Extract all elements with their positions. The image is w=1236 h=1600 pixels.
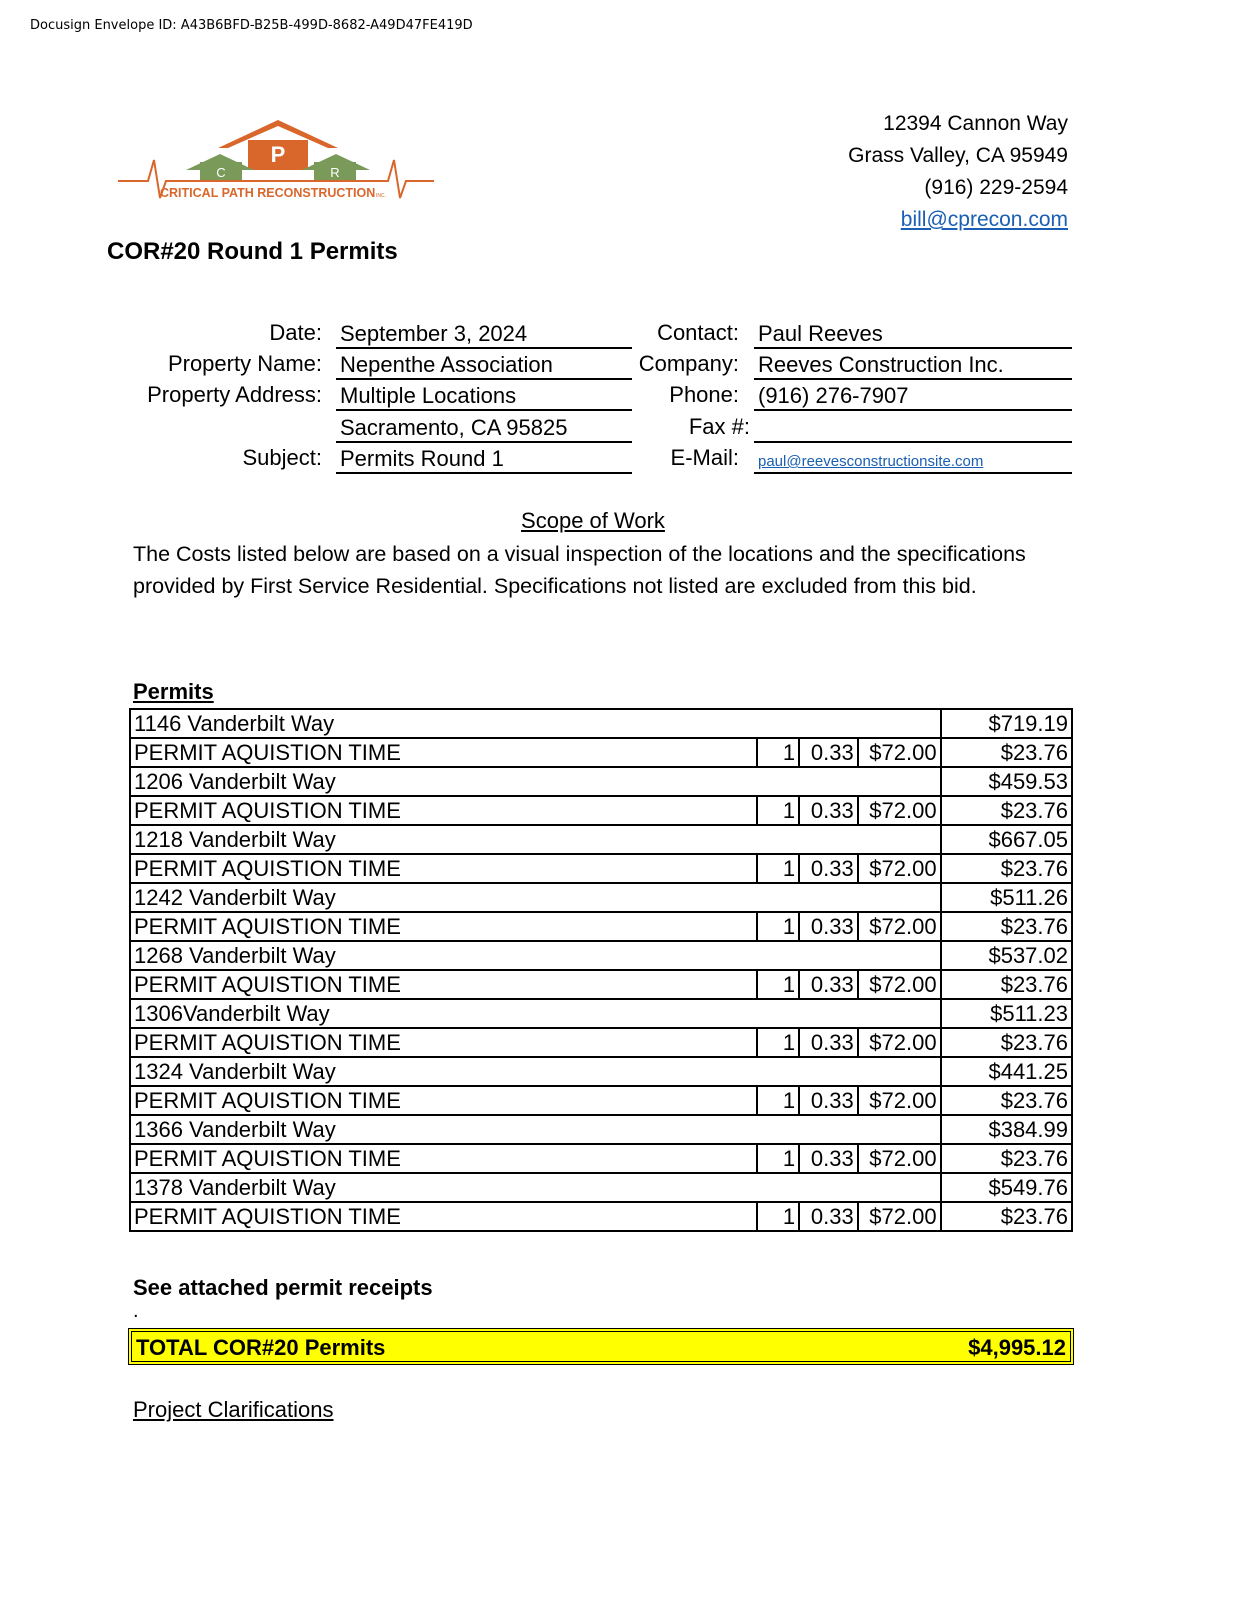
- subject-label: Subject:: [242, 445, 322, 470]
- item-rate: $72.00: [858, 912, 941, 941]
- item-hours: 0.33: [799, 796, 858, 825]
- location-amount: $667.05: [941, 825, 1072, 854]
- item-rate: $72.00: [858, 1144, 941, 1173]
- location-address: 1324 Vanderbilt Way: [130, 1057, 941, 1086]
- item-hours: 0.33: [799, 1028, 858, 1057]
- item-hours: 0.33: [799, 1202, 858, 1231]
- location-row: [130, 1173, 1072, 1202]
- location-row: [130, 941, 1072, 970]
- location-amount: $537.02: [941, 941, 1072, 970]
- item-description: PERMIT AQUISTION TIME: [130, 796, 757, 825]
- location-row: [130, 999, 1072, 1028]
- permit-item-row: [130, 854, 1072, 883]
- total-amount: $4,995.12: [968, 1335, 1066, 1360]
- item-quantity: 1: [757, 796, 799, 825]
- item-quantity: 1: [757, 738, 799, 767]
- location-amount: $459.53: [941, 767, 1072, 796]
- item-amount: $23.76: [941, 912, 1072, 941]
- scope-title: Scope of Work: [521, 508, 665, 533]
- location-amount: $511.23: [941, 999, 1072, 1028]
- phone-value: (916) 276-7907: [754, 381, 1072, 411]
- location-address: 1306Vanderbilt Way: [130, 999, 941, 1028]
- location-amount: $719.19: [941, 709, 1072, 738]
- item-hours: 0.33: [799, 1144, 858, 1173]
- location-row: [130, 825, 1072, 854]
- location-amount: $549.76: [941, 1173, 1072, 1202]
- logo-company-name: CRITICAL PATH RECONSTRUCTION: [160, 186, 376, 200]
- project-clarifications-heading: Project Clarifications: [133, 1397, 334, 1422]
- permit-item-row: [130, 912, 1072, 941]
- item-rate: $72.00: [858, 854, 941, 883]
- location-row: [130, 767, 1072, 796]
- docusign-envelope-id: Docusign Envelope ID: A43B6BFD-B25B-499D-8682-A49D47FE419D: [30, 18, 473, 33]
- location-amount: $384.99: [941, 1115, 1072, 1144]
- item-amount: $23.76: [941, 970, 1072, 999]
- item-quantity: 1: [757, 1086, 799, 1115]
- location-row: [130, 1057, 1072, 1086]
- item-amount: $23.76: [941, 1086, 1072, 1115]
- company-address-block: [848, 108, 1068, 236]
- company-label: Company:: [638, 351, 739, 376]
- address-city: Grass Valley, CA 95949: [848, 144, 1068, 167]
- permit-item-row: [130, 1028, 1072, 1057]
- item-quantity: 1: [757, 854, 799, 883]
- permit-item-row: [130, 796, 1072, 825]
- scope-description: The Costs listed below are based on a visual inspection of the locations and the specifications provided by First Service Residential. Specifications not listed are excluded from this bid.: [133, 542, 1026, 598]
- phone-label: Phone:: [669, 382, 739, 407]
- location-address: 1242 Vanderbilt Way: [130, 883, 941, 912]
- item-description: PERMIT AQUISTION TIME: [130, 1144, 757, 1173]
- item-quantity: 1: [757, 1144, 799, 1173]
- total-label: TOTAL COR#20 Permits: [136, 1335, 386, 1360]
- item-rate: $72.00: [858, 1028, 941, 1057]
- permit-item-row: [130, 738, 1072, 767]
- item-rate: $72.00: [858, 796, 941, 825]
- subject-value: Permits Round 1: [336, 444, 632, 474]
- location-row: [130, 883, 1072, 912]
- permit-item-row: [130, 1202, 1072, 1231]
- item-description: PERMIT AQUISTION TIME: [130, 854, 757, 883]
- contact-label: Contact:: [657, 320, 739, 345]
- location-address: 1378 Vanderbilt Way: [130, 1173, 941, 1202]
- item-amount: $23.76: [941, 738, 1072, 767]
- property-address-line1: Multiple Locations: [336, 381, 632, 411]
- item-hours: 0.33: [799, 970, 858, 999]
- item-hours: 0.33: [799, 1086, 858, 1115]
- property-name-value: Nepenthe Association: [336, 350, 632, 380]
- email-label: E-Mail:: [670, 445, 739, 470]
- item-quantity: 1: [757, 1202, 799, 1231]
- logo-letter-p: P: [270, 142, 286, 167]
- item-rate: $72.00: [858, 1202, 941, 1231]
- permits-table: [129, 708, 1073, 1232]
- location-address: 1218 Vanderbilt Way: [130, 825, 941, 854]
- permits-heading: Permits: [133, 679, 214, 704]
- item-quantity: 1: [757, 912, 799, 941]
- company-logo: [118, 118, 438, 208]
- location-address: 1146 Vanderbilt Way: [130, 709, 941, 738]
- address-street: 12394 Cannon Way: [883, 112, 1068, 135]
- item-hours: 0.33: [799, 912, 858, 941]
- item-quantity: 1: [757, 1028, 799, 1057]
- item-quantity: 1: [757, 970, 799, 999]
- location-amount: $511.26: [941, 883, 1072, 912]
- permit-item-row: [130, 970, 1072, 999]
- fax-label: Fax #:: [688, 414, 750, 439]
- company-email-link[interactable]: bill@cprecon.com: [900, 208, 1068, 231]
- address-phone: (916) 229-2594: [924, 176, 1068, 199]
- email-value: [754, 444, 1072, 474]
- contact-email-link[interactable]: paul@reevesconstructionsite.com: [758, 453, 984, 470]
- item-rate: $72.00: [858, 970, 941, 999]
- item-description: PERMIT AQUISTION TIME: [130, 1202, 757, 1231]
- item-description: PERMIT AQUISTION TIME: [130, 970, 757, 999]
- company-value: Reeves Construction Inc.: [754, 350, 1072, 380]
- date-value: September 3, 2024: [336, 319, 632, 349]
- contact-value: Paul Reeves: [754, 319, 1072, 349]
- permit-item-row: [130, 1086, 1072, 1115]
- item-rate: $72.00: [858, 738, 941, 767]
- logo-letter-r: R: [330, 165, 340, 180]
- item-description: PERMIT AQUISTION TIME: [130, 1028, 757, 1057]
- permit-item-row: [130, 1144, 1072, 1173]
- permit-receipts-note: See attached permit receipts: [133, 1275, 433, 1300]
- item-amount: $23.76: [941, 854, 1072, 883]
- item-amount: $23.76: [941, 1144, 1072, 1173]
- logo-suffix: INC.: [376, 193, 386, 199]
- item-amount: $23.76: [941, 1202, 1072, 1231]
- document-title: COR#20 Round 1 Permits: [107, 238, 398, 265]
- logo-letter-c: C: [216, 165, 226, 180]
- item-rate: $72.00: [858, 1086, 941, 1115]
- separator-dot: .: [133, 1300, 139, 1322]
- location-amount: $441.25: [941, 1057, 1072, 1086]
- location-address: 1206 Vanderbilt Way: [130, 767, 941, 796]
- property-address-label: Property Address:: [147, 382, 322, 407]
- item-description: PERMIT AQUISTION TIME: [130, 912, 757, 941]
- item-hours: 0.33: [799, 854, 858, 883]
- location-row: [130, 709, 1072, 738]
- total-bar: [128, 1328, 1074, 1365]
- item-amount: $23.76: [941, 796, 1072, 825]
- fax-value: [754, 413, 1072, 443]
- item-description: PERMIT AQUISTION TIME: [130, 738, 757, 767]
- item-description: PERMIT AQUISTION TIME: [130, 1086, 757, 1115]
- property-name-label: Property Name:: [167, 351, 322, 376]
- item-amount: $23.76: [941, 1028, 1072, 1057]
- property-address-line2: Sacramento, CA 95825: [336, 413, 632, 443]
- location-row: [130, 1115, 1072, 1144]
- location-address: 1268 Vanderbilt Way: [130, 941, 941, 970]
- location-address: 1366 Vanderbilt Way: [130, 1115, 941, 1144]
- item-hours: 0.33: [799, 738, 858, 767]
- date-label: Date:: [269, 320, 322, 345]
